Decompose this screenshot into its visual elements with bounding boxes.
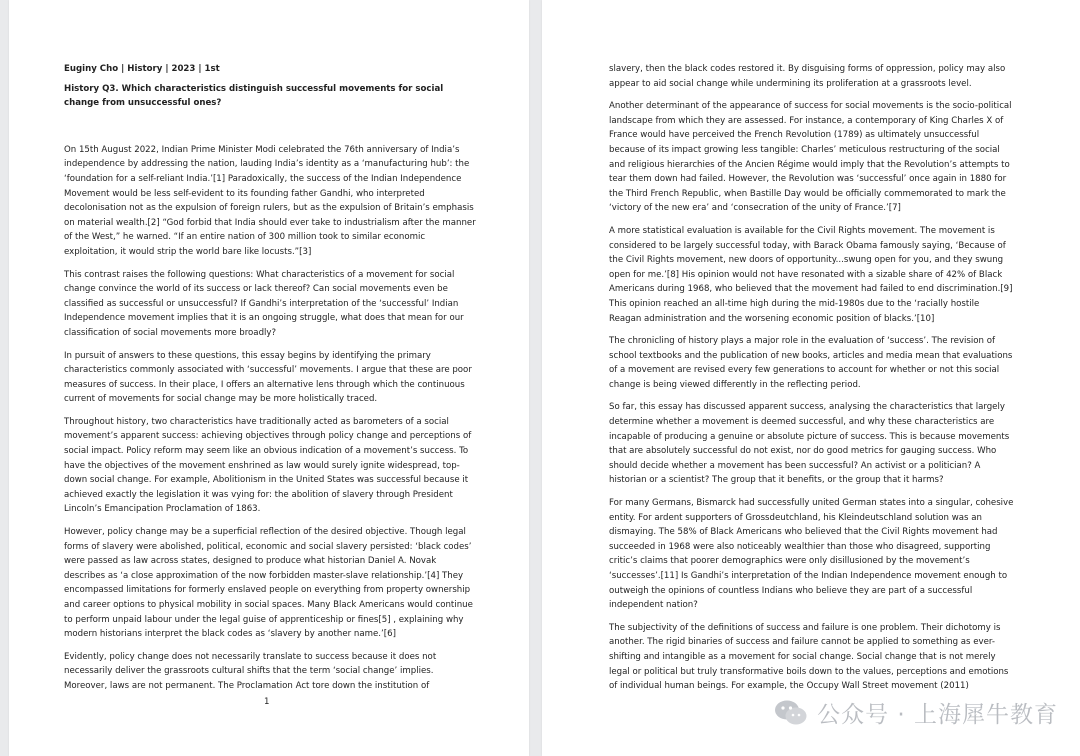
wechat-icon: [773, 698, 809, 728]
essay-question: History Q3. Which characteristics distinguish successful movements for social change from unsuccessful ones?: [64, 83, 444, 109]
page-1: [9, 0, 529, 756]
paragraph: On 15th August 2022, Indian Prime Minister Modi celebrated the 76th anniversary of India’s independence by addressing the nation, lauding India’s identity as a ‘manufacturing hub’: the ‘foundation for a self-reliant India.’[1] Paradoxically, the success of the Indian Independence Movement would be less self-evident to its founding father Gandhi, who interpreted decolonisation not as the expulsion of foreign rulers, but as the expulsion of Britain’s emphasis on material wealth.[2] “God forbid that India should ever take to industrialism after the manner of the West,” he warned. “If an entire nation of 300 million took to similar economic exploitation, it would strip the world bare like locusts.”[3]: [64, 144, 476, 257]
paragraph: In pursuit of answers to these questions, this essay begins by identifying the primary characteristics commonly associated with ‘successful’ movements. I argue that these are poor measures of success. In their place, I offers an alternative lens through which the continuous current of movements for social change may be more holistically traced.: [64, 350, 472, 405]
paragraph: The subjectivity of the definitions of success and failure is one problem. Their dichotomy is another. The rigid binaries of success and failure cannot be applied to something as ever-shifting and intangible as a movement for social change. Social change that is not merely legal or political but truly transformative boils down to the values, perceptions and emotions of individual human beings. For example, the Occupy Wall Street movement (2011): [609, 622, 1009, 692]
page-number: 1: [264, 697, 270, 707]
paragraph: A more statistical evaluation is available for the Civil Rights movement. The movement is considered to be largely successful today, with Barack Obama famously saying, ‘Because of the Civil Rights movement, new doors of opportunity...swung open for you, and they swung open for me.’[8] His opinion would not have resonated with a sizable share of 42% of Black Americans during 1968, who believed that the movement had failed to end discrimination.[9] This opinion reached an all-time high during the mid-1980s due to the ‘racially hostile Reagan administration and the worsening economic position of blacks.’[10]: [609, 225, 1013, 324]
author-header: Euginy Cho | History | 2023 | 1st: [64, 64, 220, 74]
paragraph: So far, this essay has discussed apparent success, analysing the characteristics that largely determine whether a movement is deemed successful, and why these characteristics are incapable of producing a genuine or absolute picture of success. This is because movements that are absolutely successful do not exist, nor do good metrics for gauging success. Who should decide whether a movement has been successful? An activist or a politician? A historian or a scientist? The group that it benefits, or the group that it harms?: [609, 402, 1010, 486]
watermark-text: 公众号 · 上海犀牛教育: [817, 702, 1058, 728]
paragraph: Throughout history, two characteristics have traditionally acted as barometers of a social movement’s apparent success: achieving objectives through policy change and perceptions of social impact. Policy reform may seem like an obvious indication of a movement’s success. To have the objectives of the movement enshrined as law would surely ignite widespread, top-down social change. For example, Abolitionism in the United States was successful because it achieved exactly the legislation it was vying for: the abolition of slavery through President Lincoln’s Emancipation Proclamation of 1863.: [64, 416, 472, 515]
paragraph: Evidently, policy change does not necessarily translate to success because it does not necessarily deliver the grassroots cultural shifts that the term ‘social change’ implies. Moreover, laws are not permanent. The Proclamation Act tore down the institution of: [64, 651, 437, 691]
paragraph: This contrast raises the following questions: What characteristics of a movement for social change convince the world of its success or lack thereof? Can social movements even be classified as successful or unsuccessful? If Gandhi’s interpretation of the ‘successful’ Indian Independence movement implies that it is an ongoing struggle, what does that mean for our classification of social movements more broadly?: [64, 269, 464, 338]
paragraph: For many Germans, Bismarck had successfully united German states into a singular, cohesive entity. For ardent supporters of Grossdeutchland, his Kleindeutschland solution was an dismaying. The 58% of Black Americans who believed that the Civil Rights movement had succeeded in 1968 were also noticeably wealthier than those who disagreed, supporting critic’s claims that poorer demographics were only disillusioned by the movement’s ‘successes’.[11] Is Gandhi’s interpretation of the Indian Independence movement enough to outweigh the opinions of countless Indians who believe they are part of a successful independent nation?: [609, 498, 1014, 611]
page-2-content: [609, 62, 1014, 702]
paragraph: However, policy change may be a superficial reflection of the desired objective. Though legal forms of slavery were abolished, political, economic and social slavery persisted: ‘black codes’ were passed as law across states, designed to produce what historian Daniel A. Novak describes as ‘a close approximation of the now forbidden master-slave relationship.’[4] They encompassed limitations for formerly enslaved people on everything from property ownership and career options to physical mobility in social spaces. Many Black Americans would continue to perform unpaid labour under the legal guise of apprenticeship or fines[5] , explaining why modern historians interpret the black codes as ‘slavery by another name.’[6]: [64, 527, 473, 640]
page-1-content: [64, 62, 476, 702]
watermark: [773, 696, 1058, 729]
paragraph: slavery, then the black codes restored it. By disguising forms of oppression, policy may also appear to aid social change while undermining its proliferation at a grassroots level.: [609, 64, 1006, 89]
page-2: [542, 0, 1080, 756]
paragraph: Another determinant of the appearance of success for social movements is the socio-political landscape from which they are assessed. For instance, a contemporary of King Charles X of France would have perceived the French Revolution (1789) as ultimately unsuccessful because of its impact growing less tangible: Charles’ meticulous restructuring of the social and religious hierarchies of the Ancien Régime would imply that the Revolution’s attempts to tear them down had failed. However, the Revolution was ‘successful’ once again in 1880 for the Third French Republic, when Bastille Day would be officially commemorated to mark the ‘victory of the new era’ and ‘consecration of the unity of France.’[7]: [609, 101, 1012, 214]
paragraph: The chronicling of history plays a major role in the evaluation of ‘success’. The revision of school textbooks and the publication of new books, articles and media mean that evaluations of a movement are revised every few generations to account for whether or not this social change is being viewed differently in the reflecting period.: [609, 336, 1013, 390]
